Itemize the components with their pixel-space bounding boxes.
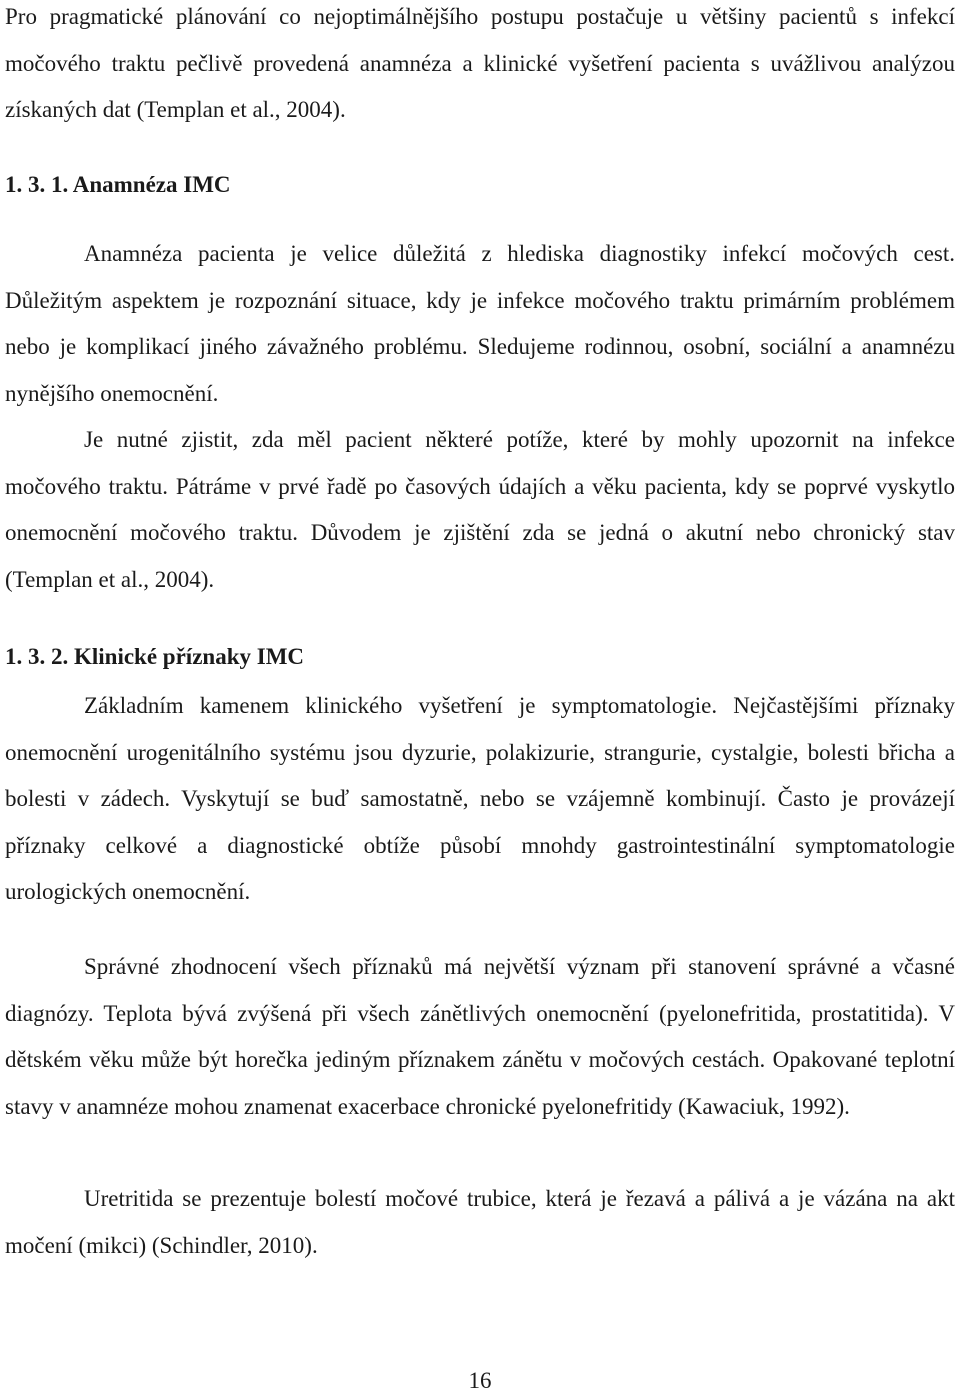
page-number: 16 <box>468 1368 492 1393</box>
paragraph-priznaky-1: Základním kamenem klinického vyšetření je symptomatologie. Nejčastějšími příznaky onemocnění urogenitálního systému jsou dyzurie, polakizurie, strangurie, cystalgie, bolesti břicha a bolesti v zádech. Vyskytují se buď samostatně, nebo se vzájemně kombinují. Často je provázejí příznaky celkové a diagnostické obtíže působí mnohdy gastrointestinální symptomatologie urologických onemocnění. <box>5 693 955 904</box>
paragraph-priznaky-2: Správné zhodnocení všech příznaků má největší význam při stanovení správné a včasné diagnózy. Teplota bývá zvýšená při všech zánětlivých onemocnění (pyelonefritida, prostatitida). V dětském věku může být horečka jediným příznakem zánětu v močových cestách. Opakované teplotní stavy v anamnéze mohou znamenat exacerbace chronické pyelonefritidy (Kawaciuk, 1992). <box>5 954 955 1119</box>
paragraph-priznaky-3: Uretritida se prezentuje bolestí močové trubice, která je řezavá a pálivá a je vázána na akt močení (mikci) (Schindler, 2010). <box>5 1186 955 1258</box>
section-heading-anamneza: 1. 3. 1. Anamnéza IMC <box>5 172 231 197</box>
paragraph-anamneza-2: Je nutné zjistit, zda měl pacient některé potíže, které by mohly upozornit na infekce močového traktu. Pátráme v prvé řadě po časových údajích a věku pacienta, kdy se poprvé vyskytlo onemocnění močového traktu. Důvodem je zjištění zda se jedná o akutní nebo chronický stav (Templan et al., 2004). <box>5 427 955 592</box>
paragraph-intro: Pro pragmatické plánování co nejoptimálnějšího postupu postačuje u většiny pacientů s infekcí močového traktu pečlivě provedená anamnéza a klinické vyšetření pacienta s uvážlivou analýzou získaných dat (Templan et al., 2004). <box>5 4 955 122</box>
section-heading-klinicke-priznaky: 1. 3. 2. Klinické příznaky IMC <box>5 644 305 669</box>
paragraph-anamneza-1: Anamnéza pacienta je velice důležitá z hlediska diagnostiky infekcí močových cest. Důležitým aspektem je rozpoznání situace, kdy je infekce močového traktu primárním problémem nebo je komplikací jiného závažného problému. Sledujeme rodinnou, osobní, sociální a anamnézu nynějšího onemocnění. <box>5 241 955 406</box>
